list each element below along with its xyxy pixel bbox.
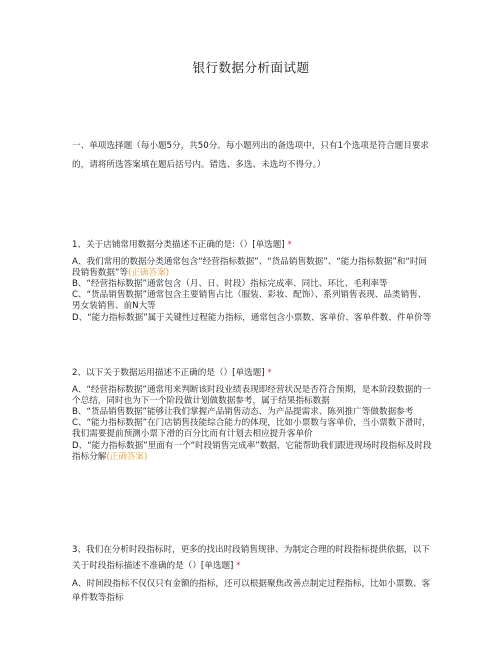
option-a[interactable]: A、时间段指标不仅仅只有金额的指标，还可以根据聚焦改善点制定过程指标，比如小票数、客单件数等指标 <box>72 579 431 603</box>
required-mark: * <box>267 368 272 378</box>
correct-answer-tag: (正确答案) <box>128 267 170 278</box>
question-stem: 2、以下关于数据运用描述不正确的是（）[单选题] * <box>72 368 272 378</box>
question-2 <box>72 366 434 463</box>
required-mark: * <box>287 240 292 250</box>
page-title: 银行数据分析面试题 <box>192 60 310 75</box>
option-c[interactable]: C、“能力指标数据”在门店销售技能综合能力的体现，比如小票数与客单价，当小票数下滑时，我们需要提前预测小票下滑的百分比而有计划去相应提升客单价 <box>72 418 431 440</box>
question-stem: 1、关于店铺常用数据分类描述不正确的是:（）[单选题] * <box>72 240 292 250</box>
section-intro: 一、单项选择题（每小题5分，共50分。每小题列出的备选项中，只有1个选项是符合题目要求的，请将所选答案填在题后括号内。错选、多选、未选均不得分。） <box>72 141 430 170</box>
question-stem: 3、我们在分析时段指标时，更多的找出时段销售规律、为制定合理的时段指标提供依据，以下关于时段指标描述不准确的是（）[单选题] * <box>72 545 430 571</box>
question-1 <box>72 238 434 324</box>
option-a[interactable]: A、“经营指标数据”通常用来判断该时段业绩表现即经营状况是否符合预期，是本阶段数据的一个总结，同时也为下一个阶段做计划做数据参考，属于结果指标数据 <box>72 384 431 406</box>
question-3 <box>72 542 434 605</box>
option-d[interactable]: D、“能力指标数据”属于关键性过程能力指标，通常包含小票数、客单价、客单件数、件单价等 <box>72 312 432 323</box>
correct-answer-tag: (正确答案) <box>106 451 148 462</box>
option-b[interactable]: B、“货品销售数据”能够让我们掌握产品销售动态、为产品提需求、陈列推广等做数据参考 <box>72 406 414 417</box>
option-c[interactable]: C、“货品销售数据”通常包含主要销售占比（服装、彩妆、配饰）、系列销售表现、品类销售、男女装销售、前N大等 <box>72 290 427 312</box>
option-b[interactable]: B、“经营指标数据”通常包含（月、日、时段）指标完成率、同比、环比、毛利率等 <box>72 278 388 289</box>
option-d[interactable]: D、“能力指标数据”里面有一个“时段销售完成率”数据，它能帮助我们跟进现场时段指标及时段指标分解(正确答案) <box>72 440 432 462</box>
option-a[interactable]: A、我们常用的数据分类通常包含“经营指标数据”、“货品销售数据”、“能力指标数据”和“时间段销售数据”等(正确答案) <box>72 256 428 278</box>
required-mark: * <box>236 561 241 571</box>
